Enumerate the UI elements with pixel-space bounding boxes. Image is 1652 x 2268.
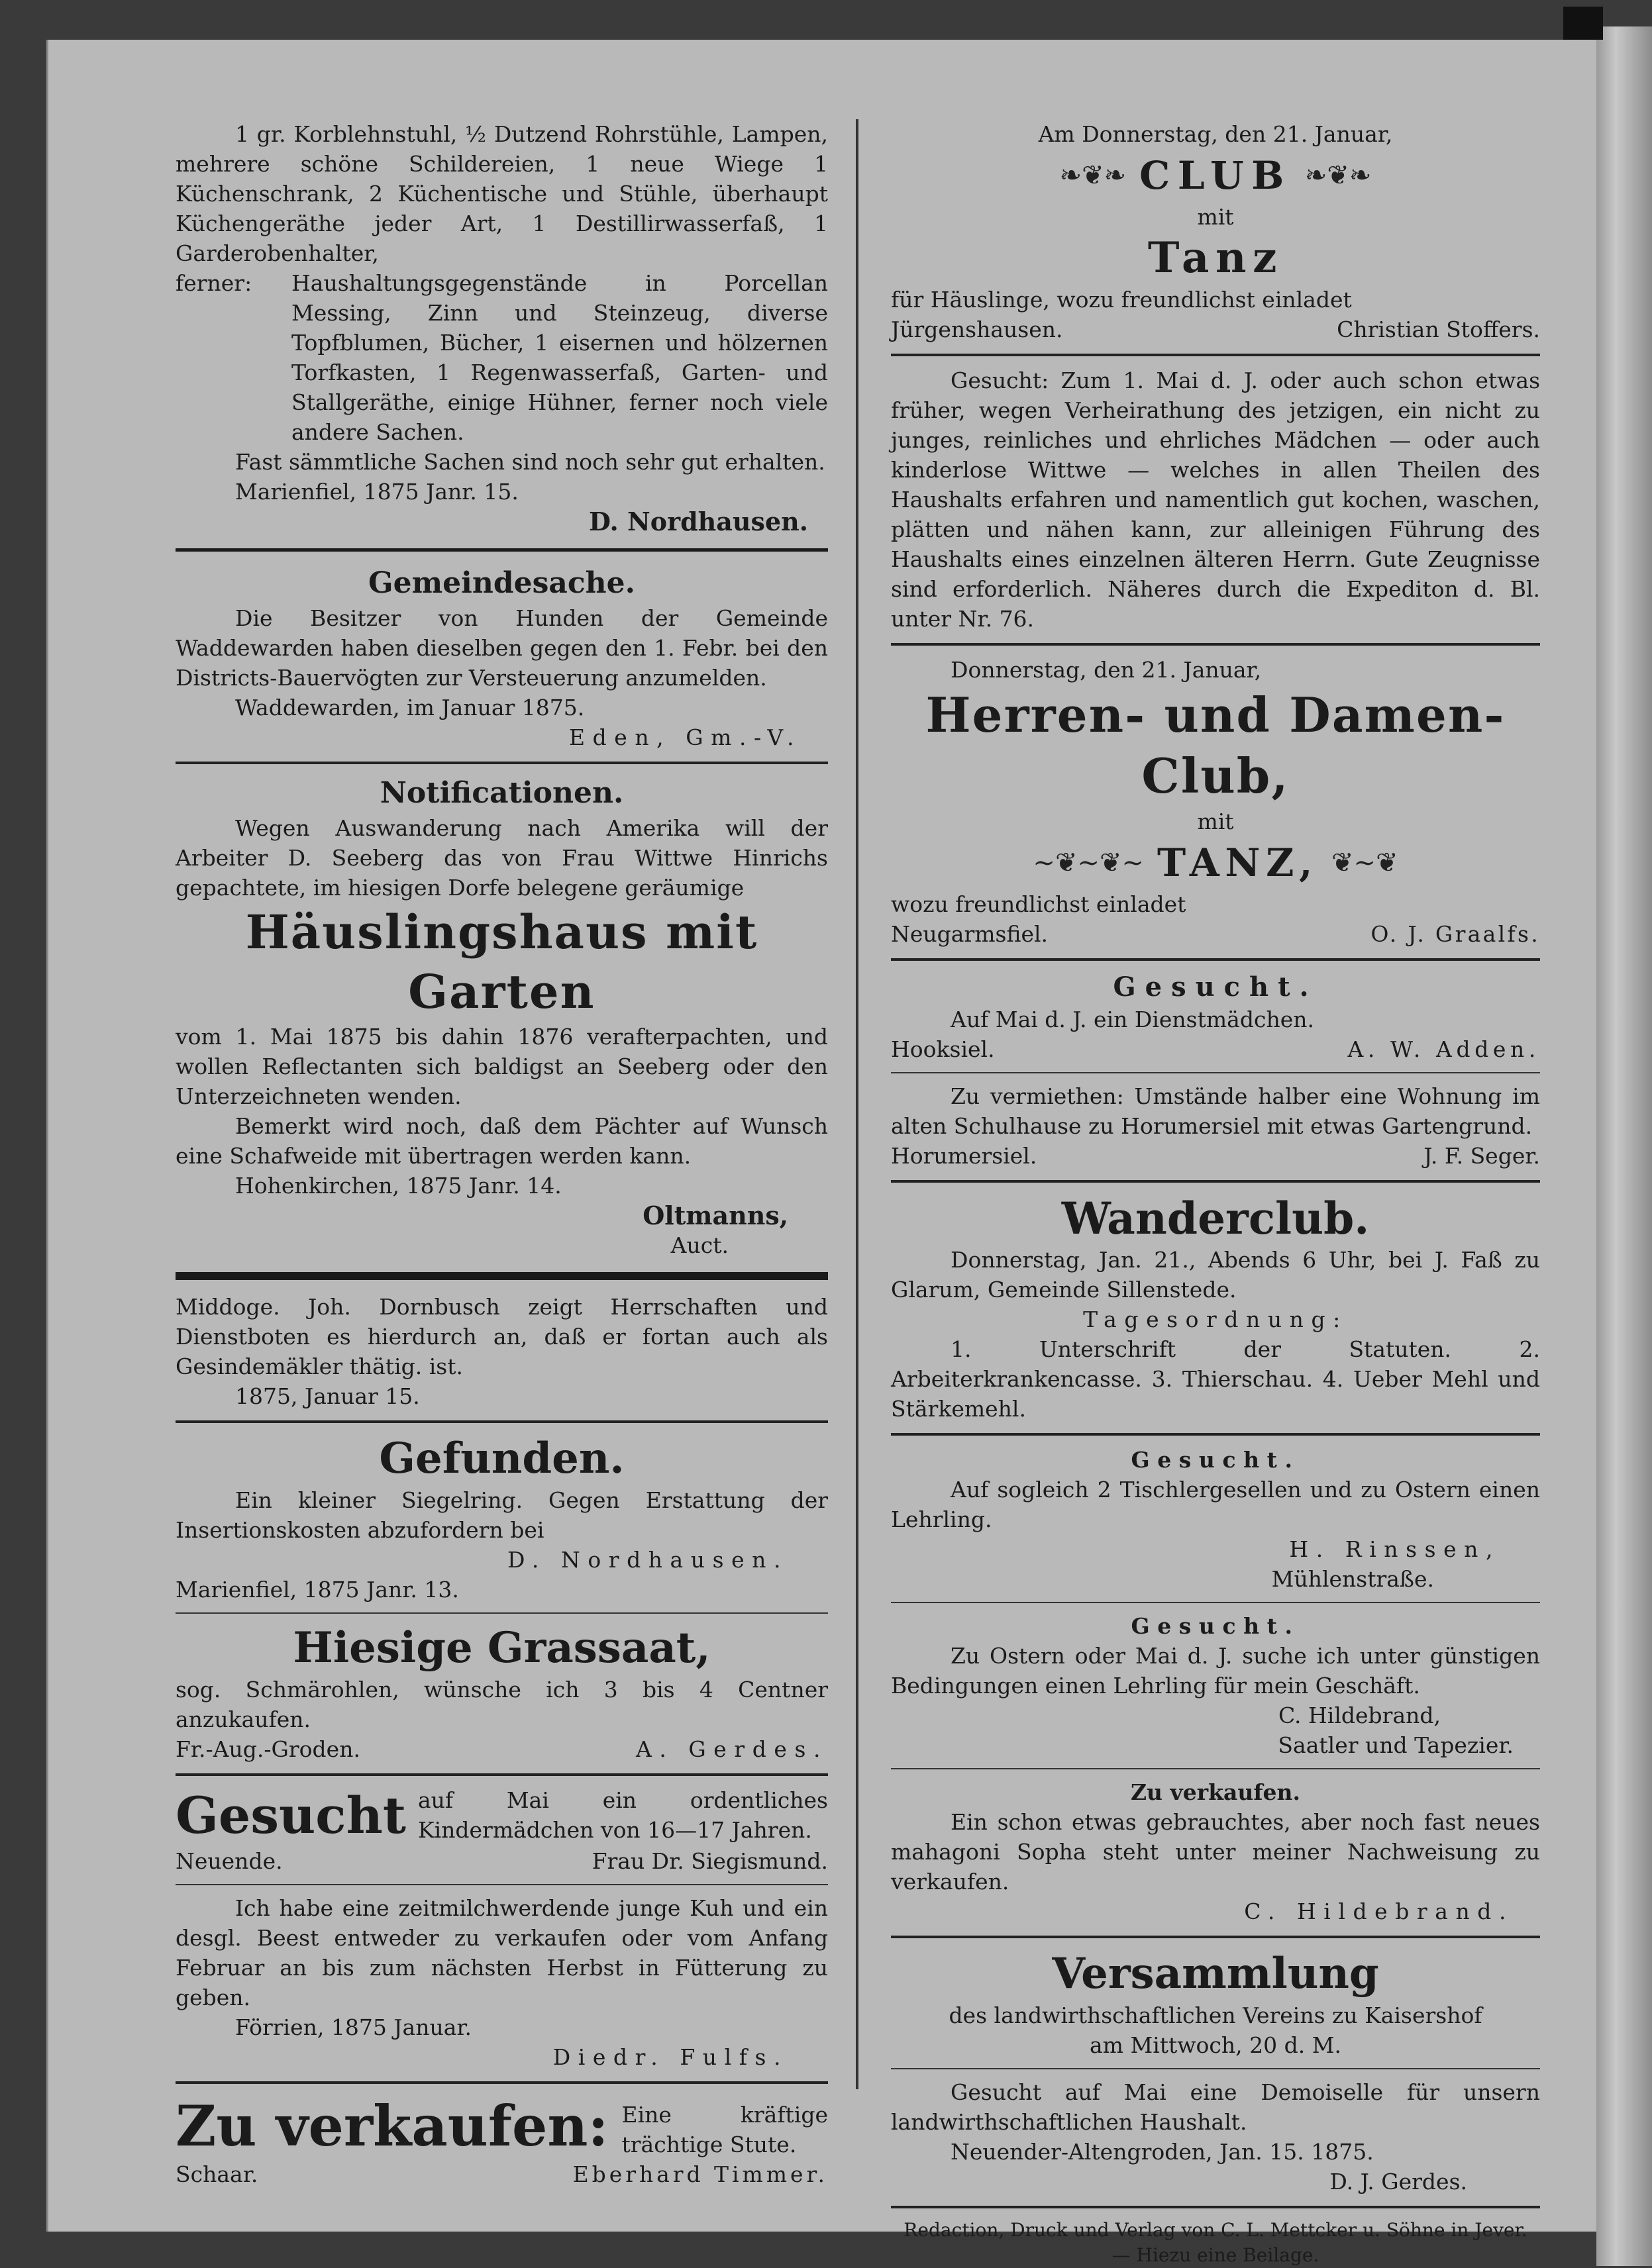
rule (176, 1884, 828, 1885)
sopha-title: Zu verkaufen. (1130, 1779, 1301, 1805)
gemeinde-text: Die Besitzer von Hunden der Gemeinde Waddewarden haben dieselben gegen den 1. Febr. bei den Districts-Bauervögten zur Versteuerung anzumelden. (176, 605, 828, 691)
gesucht-signature: Frau Dr. Siegismund. (592, 1848, 828, 1874)
verkaufen-signature: Eberhard Timmer. (572, 2161, 828, 2187)
club-date: Am Donnerstag, den 21. Januar, (1038, 121, 1393, 147)
ad-zu-verkaufen (176, 2093, 828, 2189)
gesucht-place: Neuende. (176, 1848, 283, 1874)
ad-gesucht-lehrling (891, 1611, 1540, 1760)
gefunden-date: Marienfiel, 1875 Janr. 13. (176, 1577, 459, 1602)
notif-headline: Häuslingshaus mit Garten (245, 905, 758, 1019)
verkaufen-place: Schaar. (176, 2161, 258, 2187)
rule (891, 1768, 1540, 1769)
club-signature: Christian Stoffers. (1337, 317, 1540, 342)
lehrling-role: Saatler und Tapezier. (1278, 1732, 1514, 1758)
dienst-place: Hooksiel. (891, 1036, 995, 1062)
ad-gesucht-tischler (891, 1445, 1540, 1594)
ad-demoiselle (891, 2077, 1540, 2196)
grassaat-text: sog. Schmärohlen, wünsche ich 3 bis 4 Centner anzukaufen. (176, 1677, 828, 1732)
wanderclub-agenda: 1. Unterschrift der Statuten. 2. Arbeiterkrankencasse. 3. Thierschau. 4. Ueber Mehl und Stärkemehl. (891, 1336, 1540, 1422)
notif-signature: Oltmanns, (643, 1201, 788, 1230)
dienst-title: Gesucht. (1113, 971, 1318, 1003)
ornament-right-icon: ❧❦❧ (1304, 160, 1372, 191)
herren-text: wozu freundlichst einladet (891, 891, 1186, 917)
gefunden-text: Ein kleiner Siegelring. Gegen Erstattung der Insertionskosten abzufordern bei (176, 1487, 828, 1543)
grassaat-footer (176, 1734, 828, 1764)
verkaufen-block (176, 2093, 828, 2159)
ornament-left-icon: ❧❦❧ (1059, 160, 1127, 191)
ferner-label: ferner: (176, 270, 252, 296)
middoge-text: Middoge. Joh. Dornbusch zeigt Herrschaften und Dienstboten es hierdurch an, daß er fortan auch als Gesindemäkler thätig. ist. (176, 1294, 828, 1379)
tischler-title: Gesucht. (1131, 1447, 1300, 1473)
vermiethen-place: Horumersiel. (891, 1143, 1037, 1169)
club-title: CLUB (1139, 153, 1292, 198)
maedchen-text: Gesucht: Zum 1. Mai d. J. oder auch schon etwas früher, wegen Verheirathung des jetzigen, ein nicht zu junges, reinliches und ehrliches Mädchen — oder auch kinderlose Wittwe — welches in allen Theilen des Haushalts erfahren und namentlich gut kochen, waschen, plätten und nähen kann, zur alleinigen Führung des Haushalts eines einzelnen älteren Herrn. Gute Zeugnisse sind erforderlich. Näheres durch die Expediton d. Bl. unter Nr. 76. (891, 368, 1540, 632)
flourish-right-icon: ❦∼❦ (1331, 848, 1398, 878)
rule (176, 1773, 828, 1776)
club-mit: mit (1197, 204, 1234, 230)
inventory-ferner (176, 268, 828, 447)
verkaufen-text: Eine kräftige trächtige Stute. (621, 2102, 828, 2157)
club-text: für Häuslinge, wozu freundlichst einladet (891, 287, 1352, 313)
herren-tanz: TANZ, (1157, 840, 1319, 885)
wanderclub-agenda-title: Tagesordnung: (1083, 1307, 1348, 1332)
demoiselle-date: Neuender-Altengroden, Jan. 15. 1875. (951, 2139, 1374, 2165)
ad-gefunden (176, 1432, 828, 1604)
vermiethen-footer (891, 1141, 1540, 1171)
verkaufen-headline: Zu verkaufen: (176, 2093, 609, 2159)
herren-tanz-row (891, 836, 1540, 889)
club-tanz: Tanz (1147, 233, 1284, 283)
rule (891, 1433, 1540, 1436)
demoiselle-signature: D. J. Gerdes. (1329, 2169, 1467, 2194)
rule (176, 762, 828, 764)
right-column (891, 119, 1540, 2268)
herren-title: Herren- und Damen-Club, (925, 687, 1506, 804)
vermiethen-text: Zu vermiethen: Umstände halber eine Wohnung im alten Schulhause zu Horumersiel mit etwas Gartengrund. (891, 1083, 1540, 1139)
rule (176, 1272, 828, 1280)
gesucht-footer (176, 1846, 828, 1876)
tischler-signature: H. Rinssen, (1289, 1536, 1500, 1562)
rule (176, 1420, 828, 1423)
notif-text1: Wegen Auswanderung nach Amerika will der Arbeiter D. Seeberg das von Frau Wittwe Hinrichs gepachtete, im hiesigen Dorfe belegene geräumige (176, 815, 828, 901)
lehrling-signature: C. Hildebrand, (1278, 1702, 1441, 1728)
kuh-signature: Diedr. Fulfs. (552, 2044, 788, 2070)
gefunden-title: Gefunden. (379, 1434, 625, 1483)
demoiselle-text: Gesucht auf Mai eine Demoiselle für unsern landwirthschaftlichen Haushalt. (891, 2079, 1540, 2135)
versammlung-text2: am Mittwoch, 20 d. M. (1089, 2032, 1341, 2058)
notif-text2: vom 1. Mai 1875 bis dahin 1876 verafterpachten, und wollen Reflectanten sich baldigst an Seeberg oder den Unterzeichneten wenden. (176, 1024, 828, 1109)
sopha-signature: C. Hildebrand. (1244, 1898, 1514, 1924)
club-place: Jürgenshausen. (891, 317, 1063, 342)
lehrling-text: Zu Ostern oder Mai d. J. suche ich unter günstigen Bedingungen einen Lehrling für mein Geschäft. (891, 1643, 1540, 1699)
wanderclub-title: Wanderclub. (1061, 1193, 1370, 1244)
dienst-footer (891, 1034, 1540, 1064)
supplement-text: — Hiezu eine Beilage. (1111, 2244, 1319, 2266)
herren-footer (891, 919, 1540, 949)
imprint-text: Redaction, Druck und Verlag von C. L. Mettcker u. Söhne in Jever. (903, 2219, 1527, 2241)
vermiethen-signature: J. F. Seger. (1423, 1143, 1540, 1169)
middoge-date: 1875, Januar 15. (235, 1383, 420, 1409)
kuh-text: Ich habe eine zeitmilchwerdende junge Kuh und ein desgl. Beest entweder zu verkaufen oder vom Anfang Februar an bis zum nächsten Herbst in Fütterung zu geben. (176, 1895, 828, 2010)
dienst-signature: A. W. Adden. (1347, 1036, 1540, 1062)
dienst-text: Auf Mai d. J. ein Dienstmädchen. (951, 1007, 1314, 1032)
ad-notification (176, 773, 828, 1260)
rule (891, 1602, 1540, 1603)
ad-versammlung (891, 1948, 1540, 2060)
gefunden-signature: D. Nordhausen. (507, 1547, 788, 1573)
tischler-text: Auf sogleich 2 Tischlergesellen und zu Ostern einen Lehrling. (891, 1477, 1540, 1532)
ad-grassaat (176, 1622, 828, 1764)
grassaat-title: Hiesige Grassaat, (293, 1623, 711, 1673)
grassaat-place: Fr.-Aug.-Groden. (176, 1736, 360, 1762)
tischler-role: Mühlenstraße. (1271, 1566, 1434, 1592)
left-column (176, 119, 828, 2189)
ferner-body: Haushaltungsgegenstände in Porcellan Messing, Zinn und Steinzeug, diverse Topfblumen, Bücher, 1 eisernen und hölzernen Torfkasten, 1 Regenwasserfaß, Garten- und Stallgeräthe, einige Hühner, ferner noch viele andere Sachen. (291, 270, 828, 445)
ad-club (891, 119, 1540, 344)
rule (891, 1936, 1540, 1938)
rule (891, 354, 1540, 356)
gesucht-block (176, 1785, 828, 1846)
rule (891, 2206, 1540, 2208)
inventory-note: Fast sämmtliche Sachen sind noch sehr gut erhalten. (235, 449, 825, 475)
herren-mit: mit (1197, 809, 1234, 834)
verkaufen-footer (176, 2159, 828, 2189)
ad-herren-club (891, 655, 1540, 949)
ad-middoge (176, 1292, 828, 1411)
notif-role: Auct. (670, 1232, 729, 1258)
ad-gesucht-maedchen (891, 366, 1540, 634)
notif-date: Hohenkirchen, 1875 Janr. 14. (235, 1173, 562, 1199)
corner-mark (1563, 7, 1603, 40)
notif-title: Notificationen. (380, 776, 624, 810)
herren-place: Neugarmsfiel. (891, 921, 1049, 947)
club-footer (891, 315, 1540, 344)
rule (176, 2081, 828, 2084)
rule (891, 1180, 1540, 1183)
gemeinde-title: Gemeindesache. (368, 566, 635, 600)
ad-vermiethen (891, 1081, 1540, 1171)
rule (891, 643, 1540, 646)
ad-inventory (176, 119, 828, 536)
club-heading (891, 149, 1540, 202)
flourish-left-icon: ∼❦∼❦∼ (1033, 848, 1144, 878)
ad-wanderclub (891, 1192, 1540, 1424)
wanderclub-text: Donnerstag, Jan. 21., Abends 6 Uhr, bei J. Faß zu Glarum, Gemeinde Sillenstede. (891, 1247, 1540, 1303)
ad-gesucht-dienst (891, 970, 1540, 1064)
ad-kuh (176, 1893, 828, 2072)
gesucht-headline: Gesucht (176, 1786, 406, 1845)
herren-signature: O. J. Graalfs. (1370, 921, 1540, 947)
page-edge (1596, 26, 1652, 2266)
grassaat-signature: A. Gerdes. (635, 1736, 828, 1762)
rule (891, 958, 1540, 961)
sopha-text: Ein schon etwas gebrauchtes, aber noch fast neues mahagoni Sopha steht unter meiner Nachweisung zu verkaufen. (891, 1809, 1540, 1895)
gesucht-text: auf Mai ein ordentliches Kindermädchen von 16—17 Jahren. (417, 1787, 828, 1843)
gemeinde-signature: Eden, Gm.-V. (568, 724, 801, 750)
gemeinde-date: Waddewarden, im Januar 1875. (235, 695, 585, 720)
rule (176, 548, 828, 552)
inventory-date: Marienfiel, 1875 Janr. 15. (235, 479, 519, 505)
herren-date: Donnerstag, den 21. Januar, (951, 657, 1262, 683)
rule (176, 1612, 828, 1614)
versammlung-text1: des landwirthschaftlichen Vereins zu Kaisershof (949, 2002, 1482, 2028)
rule (891, 2068, 1540, 2069)
inventory-signature: D. Nordhausen. (588, 507, 808, 536)
rule (891, 1072, 1540, 1073)
column-divider (856, 119, 858, 2089)
kuh-date: Förrien, 1875 Januar. (235, 2014, 472, 2040)
ad-sopha (891, 1777, 1540, 1926)
inventory-text: 1 gr. Korblehnstuhl, ½ Dutzend Rohrstühle, Lampen, mehrere schöne Schildereien, 1 neue Wiege 1 Küchenschrank, 2 Küchentische und Stühle, überhaupt Küchengeräthe jeder Art, 1 Destillirwasserfaß, 1 Garderobenhalter, (176, 121, 828, 266)
versammlung-title: Versammlung (1052, 1949, 1379, 1998)
notif-text3: Bemerkt wird noch, daß dem Pächter auf Wunsch eine Schafweide mit übertragen werden kann. (176, 1113, 828, 1169)
lehrling-title: Gesucht. (1131, 1613, 1300, 1639)
ad-gemeinde (176, 564, 828, 752)
ad-gesucht-kindermaedchen (176, 1785, 828, 1876)
imprint (891, 2218, 1540, 2268)
